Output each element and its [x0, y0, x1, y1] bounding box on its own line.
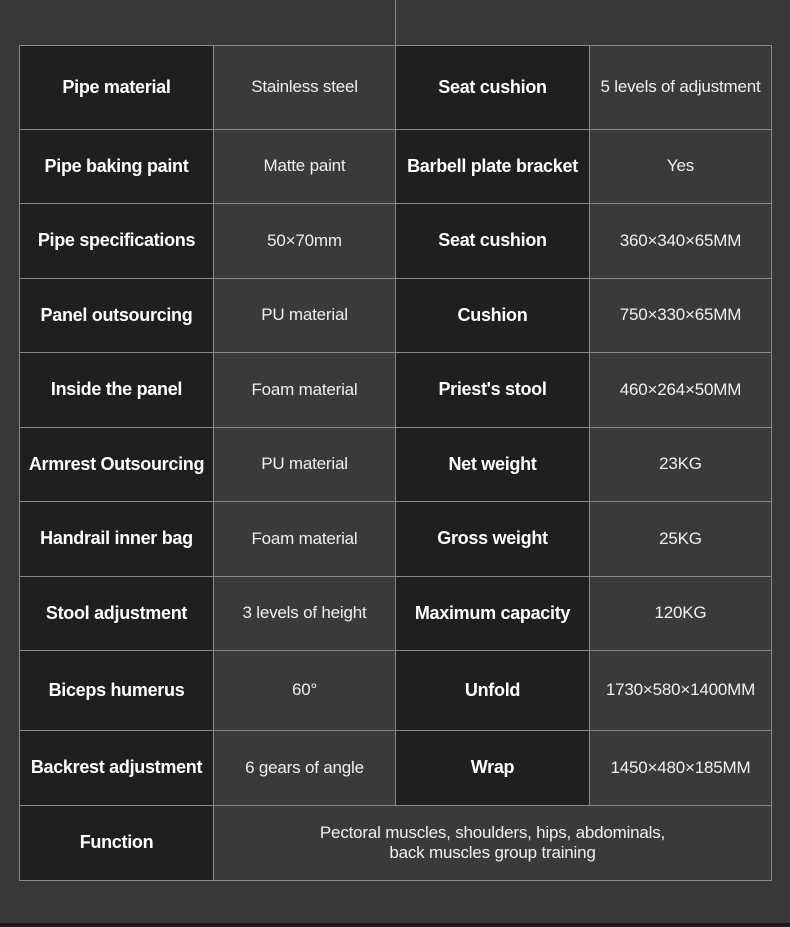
spec-value: 25KG: [590, 502, 772, 577]
spec-value: 120KG: [590, 577, 772, 651]
table-row: [20, 204, 772, 279]
spec-value: PU material: [214, 428, 396, 502]
spec-value: 460×264×50MM: [590, 353, 772, 428]
spec-value: Matte paint: [214, 130, 396, 204]
spec-value: 360×340×65MM: [590, 204, 772, 279]
spec-value: 1450×480×185MM: [590, 731, 772, 806]
table-row: [20, 46, 772, 130]
spec-label: Seat cushion: [396, 46, 590, 130]
spec-value: 60°: [214, 651, 396, 731]
spec-label: Pipe baking paint: [20, 130, 214, 204]
function-label: Function: [20, 806, 214, 881]
spec-label: Unfold: [396, 651, 590, 731]
spec-label: Inside the panel: [20, 353, 214, 428]
spec-label: Biceps humerus: [20, 651, 214, 731]
spec-label: Cushion: [396, 279, 590, 353]
spec-label: Net weight: [396, 428, 590, 502]
spec-value: 23KG: [590, 428, 772, 502]
table-row: [20, 577, 772, 651]
spec-value: 3 levels of height: [214, 577, 396, 651]
spec-label: Backrest adjustment: [20, 731, 214, 806]
table-row: [20, 651, 772, 731]
spec-label: Stool adjustment: [20, 577, 214, 651]
spec-value: Stainless steel: [214, 46, 396, 130]
spec-label: Barbell plate bracket: [396, 130, 590, 204]
function-value-line-2: back muscles group training: [389, 843, 596, 862]
spec-label: Panel outsourcing: [20, 279, 214, 353]
top-divider-line: [395, 0, 396, 45]
spec-value: 1730×580×1400MM: [590, 651, 772, 731]
table-row: [20, 502, 772, 577]
spec-label: Priest's stool: [396, 353, 590, 428]
spec-label: Maximum capacity: [396, 577, 590, 651]
spec-label: Armrest Outsourcing: [20, 428, 214, 502]
table-row: [20, 353, 772, 428]
spec-value: 5 levels of adjustment: [590, 46, 772, 130]
function-row: [20, 806, 772, 881]
spec-value: Yes: [590, 130, 772, 204]
table-row: [20, 731, 772, 806]
spec-value: Foam material: [214, 353, 396, 428]
spec-table-body: [20, 46, 772, 881]
spec-value: PU material: [214, 279, 396, 353]
spec-label: Pipe material: [20, 46, 214, 130]
spec-label: Pipe specifications: [20, 204, 214, 279]
spec-value: Foam material: [214, 502, 396, 577]
spec-value: 6 gears of angle: [214, 731, 396, 806]
table-row: [20, 428, 772, 502]
spec-label: Handrail inner bag: [20, 502, 214, 577]
spec-table: [19, 45, 772, 881]
spec-label: Seat cushion: [396, 204, 590, 279]
table-row: [20, 130, 772, 204]
spec-label: Wrap: [396, 731, 590, 806]
spec-value: 50×70mm: [214, 204, 396, 279]
function-value-line-1: Pectoral muscles, shoulders, hips, abdominals,: [319, 822, 666, 842]
spec-label: Gross weight: [396, 502, 590, 577]
spec-value: 750×330×65MM: [590, 279, 772, 353]
bottom-strip: [0, 923, 790, 927]
function-value: [214, 806, 772, 881]
table-row: [20, 279, 772, 353]
